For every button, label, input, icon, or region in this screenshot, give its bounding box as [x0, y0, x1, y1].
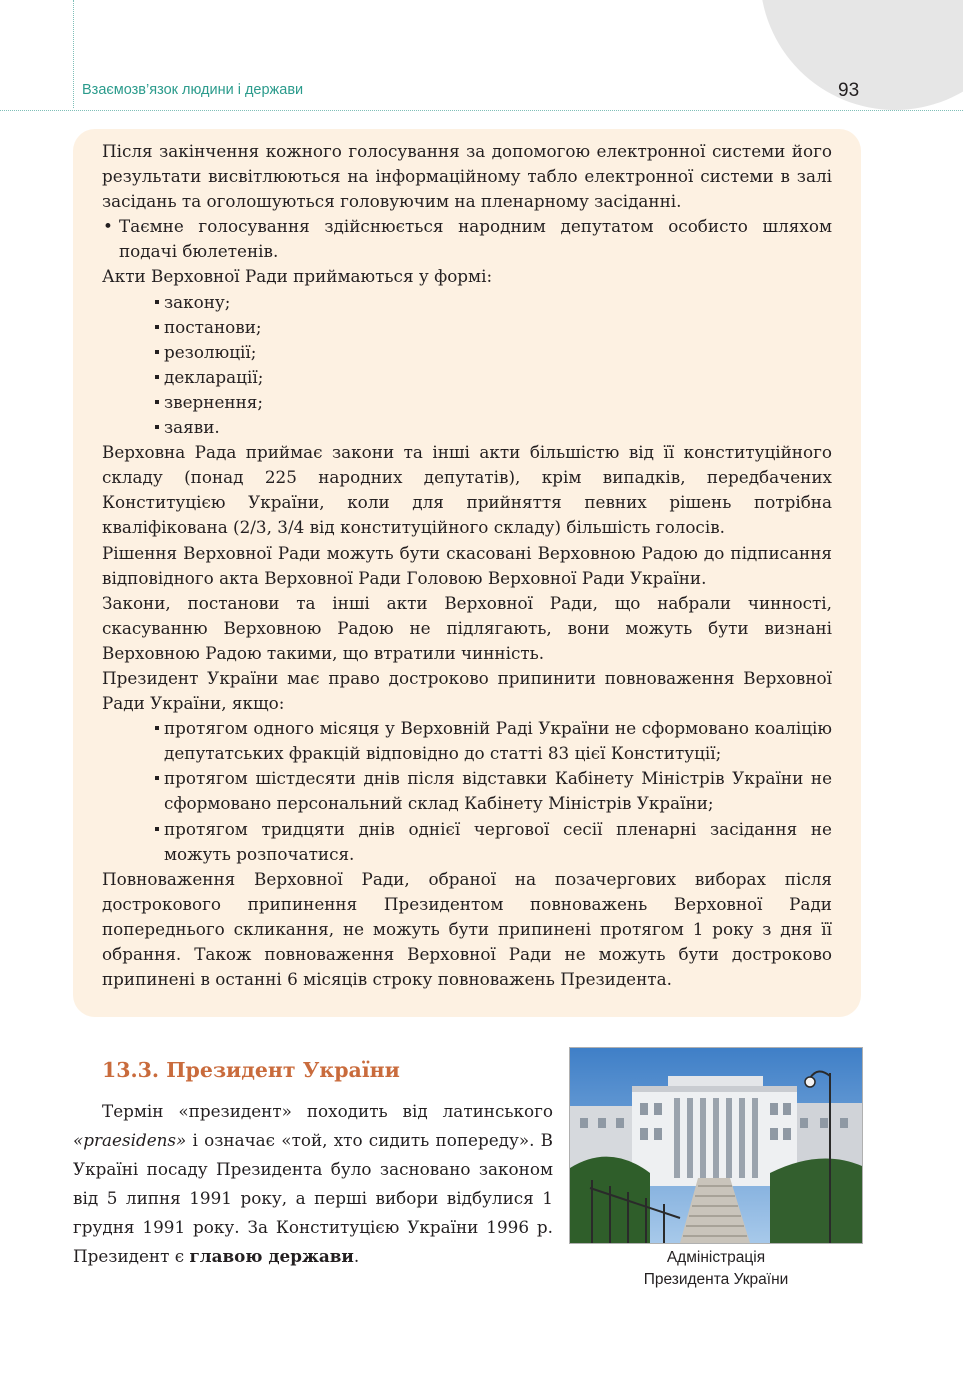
- text-run: Термін «президент» походить від латинського: [102, 1101, 553, 1121]
- paragraph: Президент України має право достроково припинити повноваження Верховної Ради України, якщо:: [102, 667, 832, 714]
- building-photo: [569, 1047, 863, 1244]
- info-panel-text: [102, 139, 832, 992]
- photo-caption: [600, 1247, 832, 1290]
- list-item: протягом шістдесяти днів після відставки Кабінету Міністрів України не сформовано персональний склад Кабінету Міністрів України;: [102, 766, 832, 816]
- bullet-item: • Таємне голосування здійснюється народним депутатом особисто шляхом подачі бюлетенів.: [102, 214, 832, 264]
- paragraph: Повноваження Верховної Ради, обраної на позачергових виборах після дострокового припинення Президентом повноважень Верховної Ради попереднього скликання, не можуть бути припинені протягом 1 року з дня її обрання. Також повноваження Верховної Ради не можуть бути достроково припинені в останні 6 місяців строку повноважень Президента.: [102, 868, 832, 990]
- text-run: і означає «той, хто сидить попереду». В Україні посаду Президента було засновано законом від 5 липня 1991 року, а перші вибори відбулися 1 грудня 1991 року. За Конституцією України 1996 р. Президент є: [73, 1130, 553, 1266]
- list-item: постанови;: [102, 315, 832, 340]
- section-title: 13.3. Президент України: [102, 1058, 400, 1082]
- list-item: резолюції;: [102, 340, 832, 365]
- margin-guide-vertical: [73, 0, 74, 108]
- list-item: протягом тридцяти днів однієї чергової сесії пленарні засідання не можуть розпочатися.: [102, 817, 832, 867]
- header-divider: [0, 110, 963, 111]
- paragraph: Рішення Верховної Ради можуть бути скасовані Верховною Радою до підписання відповідного акта Верховної Ради Головою Верховної Ради України.: [102, 542, 832, 588]
- list-item: звернення;: [102, 390, 832, 415]
- text-run: .: [353, 1246, 360, 1266]
- bold-term: главою держави: [189, 1246, 354, 1266]
- list-item: протягом одного місяця у Верховній Раді України не сформовано коаліцію депутатських фракцій відповідно до статті 83 цієї Конституції;: [102, 716, 832, 766]
- paragraph: Закони, постанови та інші акти Верховної Ради, що набрали чинності, скасуванню Верховною Радою не підлягають, вони можуть бути визнані Верховною Радою такими, що втратили чинність.: [102, 592, 832, 663]
- caption-line: Президента України: [643, 1270, 789, 1288]
- paragraph: [73, 1097, 553, 1271]
- building-illustration: [570, 1048, 862, 1243]
- section-body: [73, 1097, 553, 1271]
- paragraph: Верховна Рада приймає закони та інші акти більшістю від її конституційного складу (понад 225 народних депутатів), крім випадків, передбачених Конституцією України, коли для прийняття певних рішень потрібна кваліфікована (2/3, 3/4 від конституційного складу) більшість голосів.: [102, 442, 832, 538]
- list-item: декларації;: [102, 365, 832, 390]
- paragraph: Після закінчення кожного голосування за допомогою електронної системи його результати висвітлюються на інформаційному табло електронної системи в залі засідань та оголошуються головуючим на пленарному засіданні.: [102, 141, 832, 212]
- latin-term: «praesidens»: [73, 1130, 187, 1150]
- page-number: 93: [838, 80, 860, 101]
- running-head: Взаємозв’язок людини і держави: [82, 82, 304, 98]
- caption-line: Адміністрація: [666, 1249, 766, 1266]
- list-item: заяви.: [102, 415, 832, 440]
- corner-decoration: [760, 0, 963, 110]
- paragraph: Акти Верховної Ради приймаються у формі:: [102, 266, 493, 287]
- list-item: закону;: [102, 290, 832, 315]
